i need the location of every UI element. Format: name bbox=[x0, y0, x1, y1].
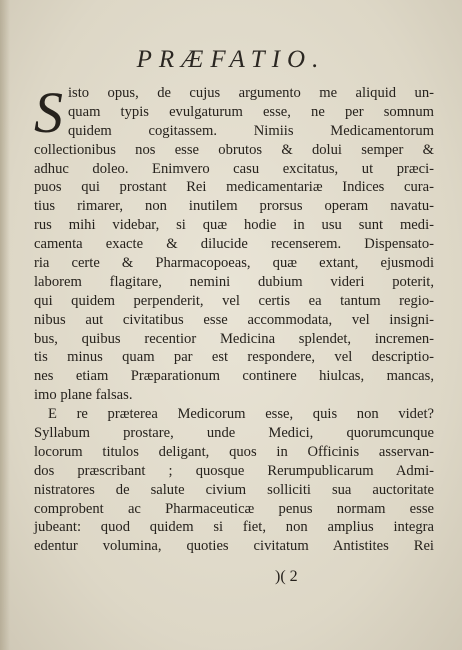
text-line: quam typis evulgaturum esse, ne per somnum bbox=[68, 103, 434, 120]
text-line: tis minus quam par est respondere, vel descriptio- bbox=[34, 349, 434, 366]
text-line: E re præterea Medicorum esse, quis non videt? bbox=[48, 406, 434, 423]
text-line: nes etiam Præparationum continere hiulcas, mancas, bbox=[34, 368, 434, 385]
text-line: comprobent ac Pharmaceuticæ penus normam esse bbox=[34, 500, 434, 517]
text-line: bus, quibus recentior Medicina splendet, incremen- bbox=[34, 330, 434, 347]
body-text bbox=[34, 80, 434, 556]
text-line: ria certe & Pharmacopoeas, quæ extant, ejusmodi bbox=[34, 255, 434, 272]
text-line: collectionibus nos esse obrutos & dolui semper & bbox=[34, 141, 434, 158]
signature-mark: )( 2 bbox=[275, 568, 298, 585]
text-line: adhuc doleo. Enimvero casu excitatus, ut præci- bbox=[34, 160, 434, 177]
text-line: Syllabum prostare, unde Medici, quorumcunque bbox=[34, 425, 434, 442]
text-line: dos præscribant ; quosque Rerumpublicarum Admi- bbox=[34, 462, 434, 479]
text-line: nistratores de salute civium solliciti sua auctoritate bbox=[34, 481, 434, 498]
text-line: tius rimarer, non inutilem prorsus operam navatu- bbox=[34, 198, 434, 215]
text-line: camenta exacte & dilucide recenserem. Dispensato- bbox=[34, 236, 434, 253]
text-line: quidem cogitassem. Nimiis Medicamentorum bbox=[68, 122, 434, 139]
text-line: rus mihi videbar, si quæ hodie in usu sunt medi- bbox=[34, 217, 434, 234]
text-line: imo plane falsas. bbox=[34, 387, 133, 404]
page-title: PRÆFATIO. bbox=[136, 46, 326, 73]
text-line: qui quidem perpenderit, vel certis ea tantum regio- bbox=[34, 292, 434, 309]
text-line: puos qui prostant Rei medicamentariæ Indices cura- bbox=[34, 179, 434, 196]
text-line: edentur volumina, quoties civitatum Antistites Rei bbox=[34, 538, 434, 555]
drop-cap: S bbox=[34, 80, 63, 145]
text-line: jubeant: quod quidem si fiet, non amplius integra bbox=[34, 519, 434, 536]
text-line: nibus aut civitatibus esse accommodata, vel insigni- bbox=[34, 311, 434, 328]
text-line: isto opus, de cujus argumento me aliquid un- bbox=[68, 85, 434, 101]
text-line: laborem flagitare, nemini dubium videri poterit, bbox=[34, 273, 434, 290]
page-gutter-shadow bbox=[0, 0, 10, 650]
text-line: locorum titulos deligant, quos in Officinis asservan- bbox=[34, 443, 434, 460]
